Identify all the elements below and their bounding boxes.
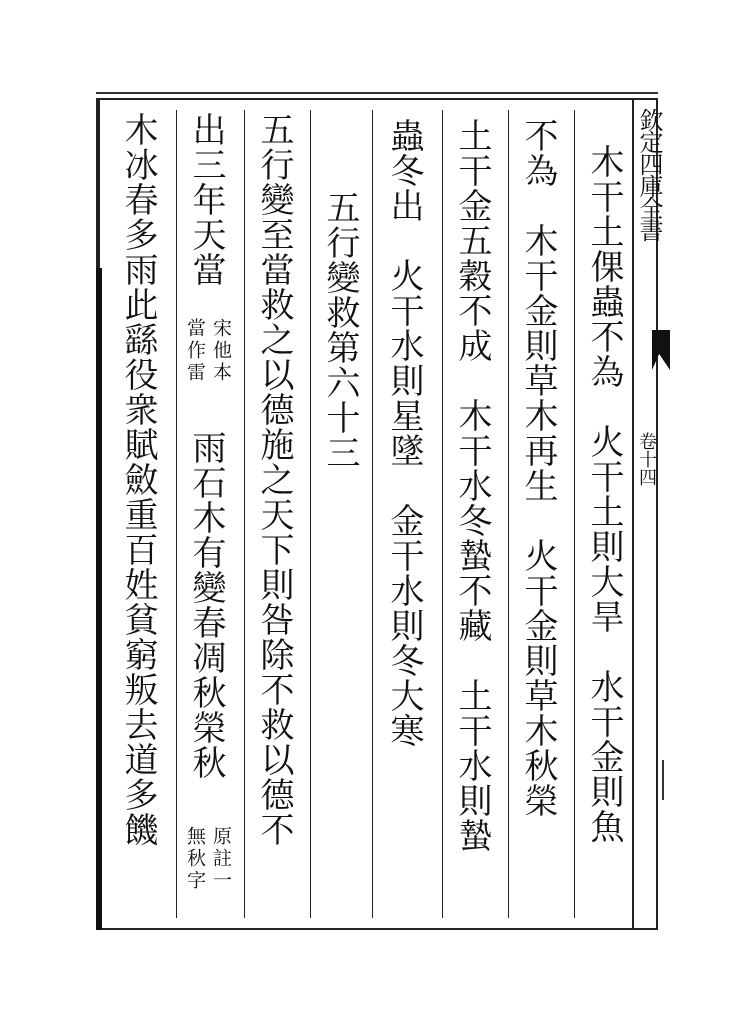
text-column-3: 土干金五穀不成 木干水冬蟄不藏 土干水則蟄 [452,118,492,853]
note-line: 原註一 [210,826,232,892]
note-line: 宋他本 [210,318,232,384]
section-heading: 五行變救第六十三 [320,190,360,470]
column-rule [244,110,245,918]
text-column-8: 木冰春多雨此繇役衆賦斂重百姓貧窮叛去道多饑 [118,112,158,847]
text-column-6: 五行變至當救之以德施之天下則咎除不救以德不 [254,112,294,847]
book-title: 欽定四庫全書 [635,108,663,240]
text-column-7-part-a: 出三年天當 [186,112,226,287]
note-line: 當作雷 [184,318,206,384]
text-column-1: 木干土倮蟲不為 火干土則大旱 水干金則魚 [584,144,624,844]
note-line: 無秋字 [184,826,206,892]
column-rule [372,110,373,918]
column-rule [310,110,311,918]
interlinear-note-1 [180,318,240,438]
margin-rule [632,98,634,930]
text-column-2: 不為 木干金則草木再生 火干金則草木秋榮 [518,118,558,818]
text-column-4: 蟲冬出 火干水則星墜 金干水則冬大寒 [384,118,424,748]
volume-label: 卷十四 [636,432,657,486]
text-column-7-part-b: 雨石木有變春凋秋榮秋 [186,430,226,780]
left-shadow [96,268,102,930]
column-rule [176,110,177,918]
edge-mark [652,760,664,800]
column-rule [508,110,509,918]
interlinear-note-2 [180,826,240,916]
top-rule [96,92,658,94]
column-rule [574,110,575,918]
column-rule [442,110,443,918]
